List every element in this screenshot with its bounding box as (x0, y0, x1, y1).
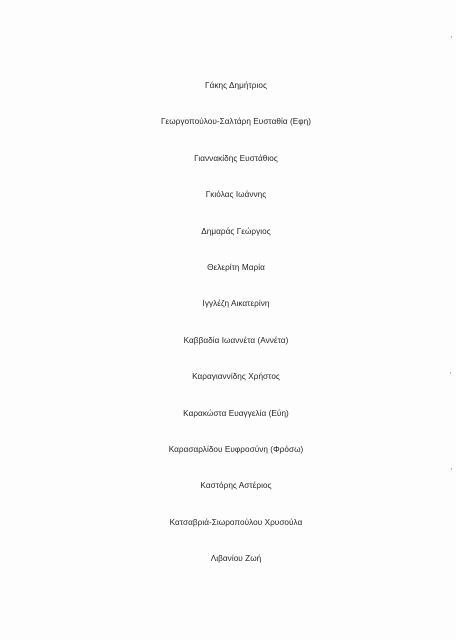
names-list (0, 79, 456, 588)
list-item: Θελερίτη Μαρία (207, 262, 265, 272)
list-item: Δημαράς Γεώργιος (201, 226, 271, 236)
list-item: Καστόρης Αστέριος (200, 481, 272, 491)
list-item: Γεωργοπούλου-Σαλτάρη Ευσταθία (Εφη) (160, 117, 311, 127)
scan-speck (451, 468, 452, 470)
list-item: Καββαδία Ιωαννέτα (Αννέτα) (183, 335, 289, 345)
list-item: Καραγιαννίδης Χρήστος (192, 372, 280, 382)
list-item: Ιγγλέζη Αικατερίνη (202, 299, 270, 309)
list-item: Γάκης Δημήτριος (205, 81, 267, 90)
scan-speck (450, 372, 451, 374)
list-item: Κατσαβριά-Σιωροπούλου Χρυσούλα (169, 517, 303, 527)
scan-speck (451, 36, 452, 38)
list-item: Γιαννακίδης Ευστάθιος (194, 153, 278, 163)
list-item: Καρασαρλίδου Ευφροσύνη (Φρόσω) (168, 444, 304, 454)
list-item: Λιβανίου Ζωή (210, 554, 262, 564)
list-item: Γκιόλας Ιωάννης (205, 190, 267, 200)
list-item: Καρακώστα Ευαγγελία (Εύη) (183, 408, 289, 418)
